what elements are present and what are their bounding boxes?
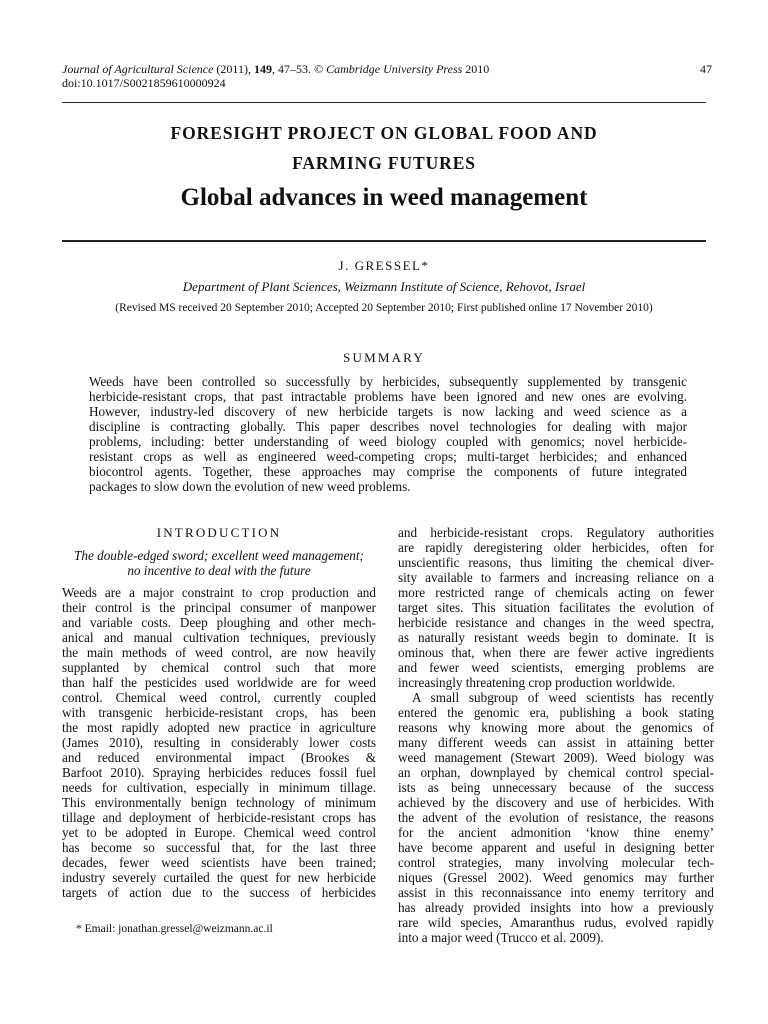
- title-rule: [62, 240, 706, 242]
- dates: (Revised MS received 20 September 2010; Accepted 20 September 2010; First published online 17 November 2010): [115, 302, 653, 314]
- text-line: assist in this reconnaissance into enemy territory and: [398, 885, 714, 900]
- copyright-year: 2010: [462, 62, 490, 76]
- text-line: their control is the principal consumer of manpower: [62, 600, 376, 615]
- text-line: ominous that, when there are fewer active ingredients: [398, 645, 714, 660]
- text-line: entered the genomic era, publishing a book stating: [398, 705, 714, 720]
- text-line: targets of action due to the success of herbicides: [62, 885, 376, 900]
- subheading-line-1: The double-edged sword; excellent weed management;: [74, 548, 364, 563]
- text-line: needs for cultivation, especially in minimum tillage.: [62, 780, 376, 795]
- text-line: rare wild species, Amaranthus rudus, evolved rapidly: [398, 915, 714, 930]
- text-line: Weeds are a major constraint to crop production and: [62, 585, 376, 600]
- text-line: target sites. This situation facilitates the evolution of: [398, 600, 714, 615]
- text-line: control strategies, many involving molecular tech-: [398, 855, 714, 870]
- text-line: and variable costs. Deep ploughing and other mech-: [62, 615, 376, 630]
- summary-line: problems, including: better understanding of weed biology coupled with genomics; novel herbicide-: [89, 434, 687, 449]
- series-line-1: FORESIGHT PROJECT ON GLOBAL FOOD AND: [170, 123, 598, 143]
- text-line: and reduced environmental impact (Brookes &: [62, 750, 376, 765]
- doi: doi:10.1017/S0021859610000924: [62, 76, 226, 90]
- text-line: are rapidly deregistering older herbicides, often for: [398, 540, 714, 555]
- text-line: the most rapidly adopted new practice in agriculture: [62, 720, 376, 735]
- text-line: and fewer weed scientists, emerging problems are: [398, 660, 714, 675]
- text-line: This environmentally benign technology of minimum: [62, 795, 376, 810]
- copyright: © Cambridge University Press: [313, 62, 463, 76]
- text-line: ists as being unnecessary because of the success: [398, 780, 714, 795]
- journal-pages: , 47–53.: [271, 62, 314, 76]
- text-line: increasingly threatening crop production worldwide.: [398, 675, 676, 690]
- text-line: has already provided insights into how a previously: [398, 900, 714, 915]
- text-line: tillage and deployment of herbicide-resistant crops has: [62, 810, 376, 825]
- text-line: many different weeds can assist in attaining better: [398, 735, 714, 750]
- text-line: than half the pesticides used worldwide are for weed: [62, 675, 376, 690]
- summary-line: discipline is contracting globally. This paper describes novel technologies for dealing with major: [89, 419, 687, 434]
- text-line: as naturally resistant weeds begin to dominate. It is: [398, 630, 714, 645]
- summary-line: resistant crops as well as engineered weed-competing crops; multi-target herbicides; and enhanced: [89, 449, 687, 464]
- text-line: niques (Gressel 2002). Weed genomics may further: [398, 870, 714, 885]
- text-line: the advent of the evolution of resistance, the reasons: [398, 810, 714, 825]
- summary-line: packages to slow down the evolution of new weed problems.: [89, 479, 411, 494]
- author: J. GRESSEL*: [338, 258, 430, 273]
- text-line: weed management (Stewart 2009). Weed biology was: [398, 750, 714, 765]
- text-line: A small subgroup of weed scientists has recently: [412, 690, 714, 705]
- journal-year: (2011),: [213, 62, 254, 76]
- series-title: [62, 118, 706, 178]
- summary-line: However, industry-led discovery of new herbicide targets is now lacking and weed science as a: [89, 404, 687, 419]
- text-line: into a major weed (Trucco et al. 2009).: [398, 930, 604, 945]
- summary-line: biocontrol agents. Together, these approaches may comprise the components of future integrated: [89, 464, 687, 479]
- summary-heading: SUMMARY: [343, 350, 425, 365]
- summary-text: [89, 374, 687, 494]
- text-line: sity available to farmers and increasing reliance on a: [398, 570, 714, 585]
- text-line: have become apparent and useful in designing better: [398, 840, 714, 855]
- series-line-2: FARMING FUTURES: [292, 153, 476, 173]
- text-line: decades, fewer weed scientists have been trained;: [62, 855, 376, 870]
- text-line: has become so successful that, for the last three: [62, 840, 376, 855]
- journal-volume: 149: [253, 62, 272, 76]
- article-title: Global advances in weed management: [180, 184, 588, 211]
- introduction-heading: INTRODUCTION: [156, 525, 282, 540]
- text-line: Barfoot 2010). Spraying herbicides reduces fossil fuel: [62, 765, 376, 780]
- page-number: 47: [700, 62, 712, 76]
- text-line: anical and manual cultivation techniques, previously: [62, 630, 376, 645]
- text-line: yet to be adopted in Europe. Chemical weed control: [62, 825, 376, 840]
- text-line: an orphan, downplayed by chemical control special-: [398, 765, 714, 780]
- text-line: achieved by the discovery and use of herbicides. With: [398, 795, 714, 810]
- text-line: for the ancient admonition ‘know thine enemy’: [398, 825, 714, 840]
- summary-line: herbicide-resistant crops, that past intractable problems have been ignored and new ones are evolving.: [89, 389, 687, 404]
- text-line: industry severely curtailed the quest for new herbicide: [62, 870, 376, 885]
- top-rule: [62, 102, 706, 103]
- text-line: (James 2010), resulting in considerably lower costs: [62, 735, 376, 750]
- text-line: supplanted by chemical control such that more: [62, 660, 376, 675]
- text-line: herbicide resistance and changes in the weed spectra,: [398, 615, 714, 630]
- text-line: with transgenic herbicide-resistant crops, has been: [62, 705, 376, 720]
- introduction-subheading: [62, 548, 376, 578]
- text-line: reasons why knowing more about the genomics of: [398, 720, 714, 735]
- affiliation: Department of Plant Sciences, Weizmann Institute of Science, Rehovot, Israel: [182, 279, 586, 294]
- text-line: and herbicide-resistant crops. Regulatory authorities: [398, 525, 714, 540]
- text-line: more restricted range of chemicals acting on fewer: [398, 585, 714, 600]
- journal-citation: [62, 62, 489, 76]
- footnote-email: * Email: jonathan.gressel@weizmann.ac.il: [76, 923, 273, 935]
- text-line: control. Chemical weed control, currently coupled: [62, 690, 376, 705]
- right-column-text: [398, 525, 714, 945]
- subheading-line-2: no incentive to deal with the future: [127, 563, 311, 578]
- text-line: unscientific reasons, thus limiting the chemical diver-: [398, 555, 714, 570]
- journal-name: Journal of Agricultural Science: [62, 62, 214, 76]
- left-column-text: [62, 585, 376, 900]
- text-line: the main methods of weed control, are now heavily: [62, 645, 376, 660]
- summary-line: Weeds have been controlled so successfully by herbicides, subsequently supplemented by transgenic: [89, 374, 687, 389]
